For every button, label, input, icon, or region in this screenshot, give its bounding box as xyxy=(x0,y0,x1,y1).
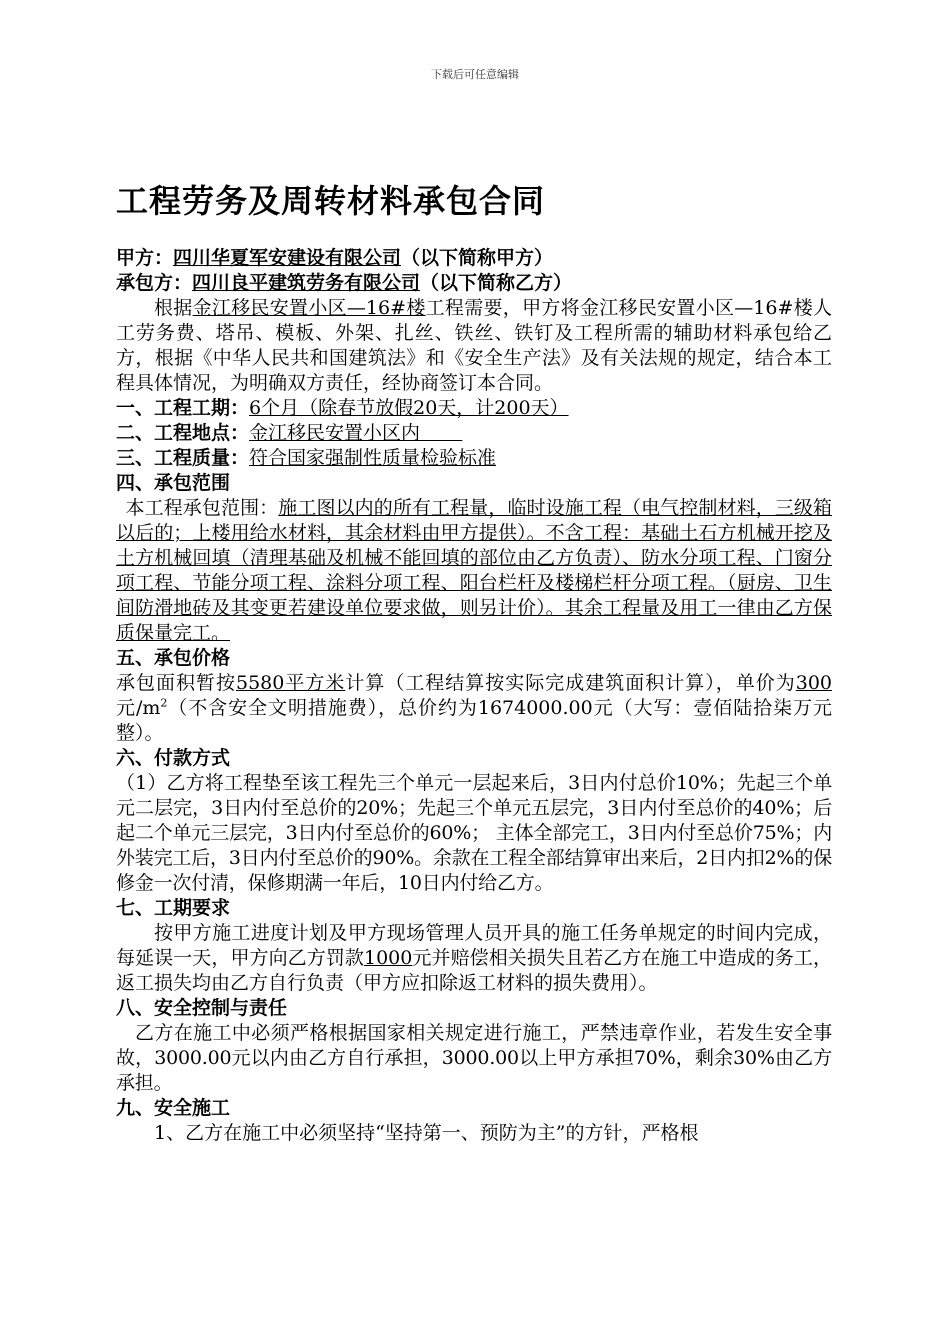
section-4-paragraph xyxy=(116,496,832,646)
party-b-label: 承包方： xyxy=(116,272,193,294)
party-b-name: 四川良平建筑劳务有限公司 xyxy=(192,272,421,294)
section-5-area: 5580平方米 xyxy=(235,672,346,694)
header-note: 下载后可任意编辑 xyxy=(431,68,519,81)
section-5-heading: 五、承包价格 xyxy=(116,647,231,669)
section-9-heading: 九、安全施工 xyxy=(116,1097,231,1119)
intro-paragraph xyxy=(116,296,832,396)
party-b-line xyxy=(116,271,832,296)
section-4-pre: 本工程承包范围： xyxy=(125,497,279,519)
intro-rest: 工程需要，甲方将金江移民安置小区—16#楼人工劳务费、塔吊、模板、外架、扎丝、铁丝、铁钉及工程所需的辅助材料承包给乙方，根据《中华人民共和国建筑法》和《安全生产法》及有关法规的规定，结合本工程具体情况，为明确双方责任，经协商签订本合同。 xyxy=(116,297,832,394)
section-7-t1: 按甲方施工进度计划及甲方现场管理人员开具的施工任务单规定的时间内完成，每延误一天，甲方向乙方罚款 xyxy=(116,922,832,969)
section-2-value: 金江移民安置小区内 xyxy=(249,422,421,444)
section-8-paragraph: 乙方在施工中必须严格根据国家相关规定进行施工，严禁违章作业，若发生安全事故，3000.00元以内由乙方自行承担，3000.00以上甲方承担70%，剩余30%由乙方承担。 xyxy=(116,1022,832,1094)
section-5-paragraph xyxy=(116,671,832,746)
section-3-label: 三、工程质量： xyxy=(116,447,250,469)
contract-title: 工程劳务及周转材料承包合同 xyxy=(116,182,546,220)
section-5-unit: 元/m xyxy=(116,697,161,719)
section-7-paragraph xyxy=(116,921,832,996)
party-a-suffix: （以下简称甲方） xyxy=(401,247,554,269)
section-8-heading: 八、安全控制与责任 xyxy=(116,997,288,1019)
contract-body xyxy=(116,246,832,1146)
section-7-t2: 元并赔偿相关损失且若乙方在施工中造成的务工，返工损失均由乙方自行负责（甲方应扣除返工材料的损失费用）。 xyxy=(116,947,832,994)
section-5-price: 300 xyxy=(795,672,832,694)
section-2-label: 二、工程地点： xyxy=(116,422,250,444)
section-3-quality xyxy=(116,446,832,471)
party-a-line xyxy=(116,246,832,271)
intro-pre: 根据 xyxy=(154,297,193,319)
section-1-label: 一、工程工期： xyxy=(116,397,250,419)
section-5-t3: （不含安全文明措施费），总价约为1674000.00元（大写：壹佰陆拾柒万元整）。 xyxy=(116,697,832,744)
section-6-heading: 六、付款方式 xyxy=(116,747,231,769)
section-4-text: 施工图以内的所有工程量，临时设施工程（电气控制材料，三级箱以后的；上楼用给水材料，其余材料由甲方提供）。不含工程：基础土石方机械开挖及土方机械回填（清理基础及机械不能回填的部位由乙方负责）、防水分项工程、门窗分项工程、节能分项工程、涂料分项工程、阳台栏杆及楼梯栏杆分项工程。（厨房、卫生间防滑地砖及其变更若建设单位要求做，则另计价）。其余工程量及用工一律由乙方保质保量完工。 xyxy=(116,497,832,644)
section-3-value: 符合国家强制性质量检验标准 xyxy=(249,447,497,469)
section-6-paragraph: （1）乙方将工程垫至该工程先三个单元一层起来后，3日内付总价10%；先起三个单元二层完，3日内付至总价的20%；先起三个单元五层完，3日内付至总价的40%；后起二个单元三层完，3日内付至总价的60%； 主体全部完工，3日内付至总价75%；内外装完工后，3日内付至总价的90%。余款在工程全部结算审出来后，2日内扣2%的保修金一次付清，保修期满一年后，10日内付给乙方。 xyxy=(116,772,832,894)
section-1-value: 6个月（除春节放假20天，计200天） xyxy=(249,397,569,419)
section-5-unit-sup: 2 xyxy=(160,696,168,710)
section-9-paragraph: 1、乙方在施工中必须坚持“坚持第一、预防为主”的方针，严格根 xyxy=(154,1122,699,1144)
party-a-label: 甲方： xyxy=(116,247,174,269)
party-b-suffix: （以下简称乙方） xyxy=(420,272,573,294)
intro-project: 金江移民安置小区—16#楼 xyxy=(192,297,426,319)
section-7-fine: 1000 xyxy=(363,947,413,969)
section-5-t2: 计算（工程结算按实际完成建筑面积计算），单价为 xyxy=(345,672,796,694)
section-2-location xyxy=(116,421,832,446)
party-a-name: 四川华夏军安建设有限公司 xyxy=(173,247,402,269)
section-1-duration xyxy=(116,396,832,421)
section-7-heading: 七、工期要求 xyxy=(116,897,231,919)
section-5-t1: 承包面积暂按 xyxy=(116,672,236,694)
section-4-heading: 四、承包范围 xyxy=(116,472,231,494)
